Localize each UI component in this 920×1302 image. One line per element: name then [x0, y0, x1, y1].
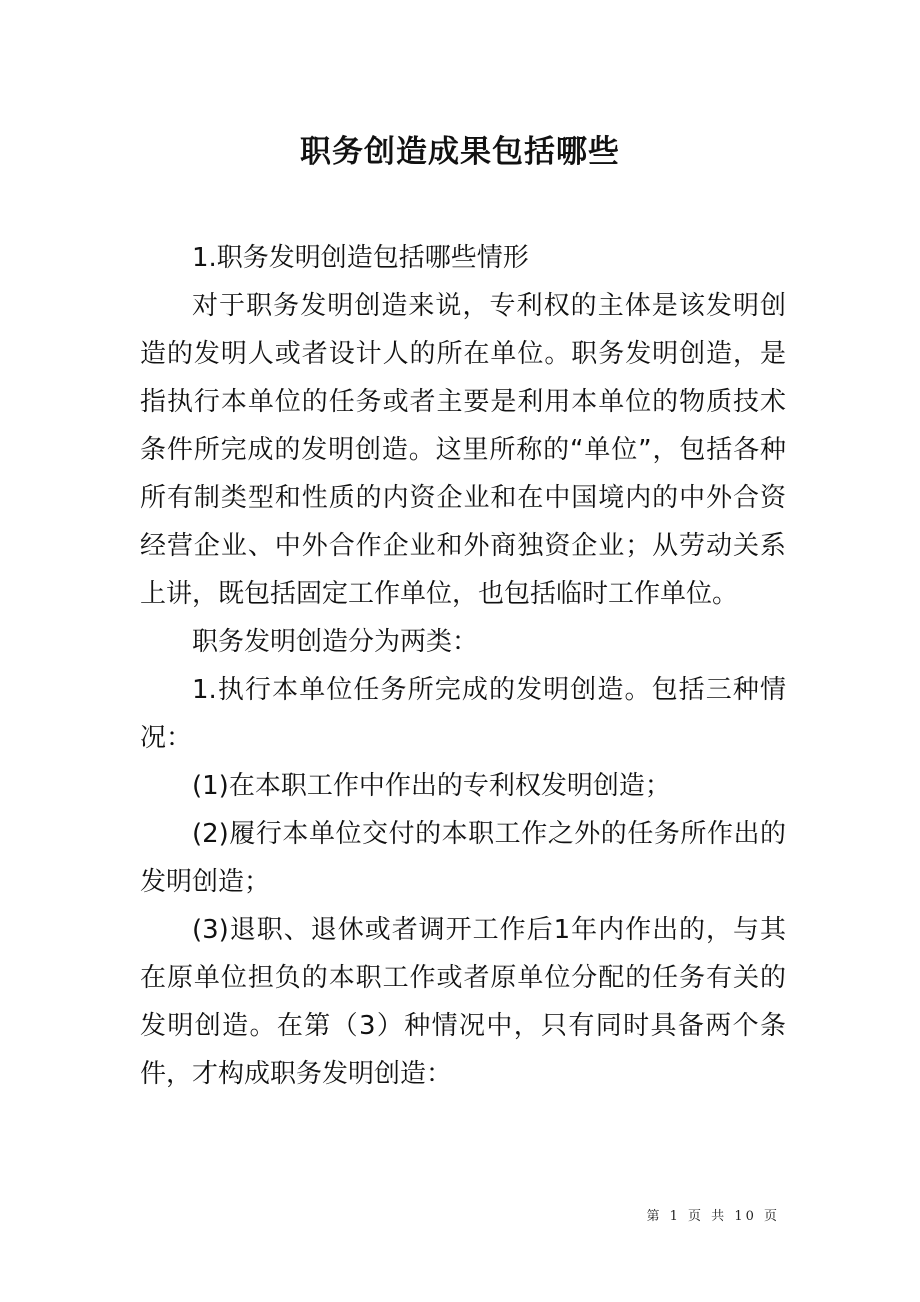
- paragraph-case-2: (2)履行本单位交付的本职工作之外的任务所作出的发明创造；: [140, 819, 786, 897]
- document-title: 职务创造成果包括哪些: [300, 134, 620, 170]
- paragraph-definition: 对于职务发明创造来说，专利权的主体是该发明创造的发明人或者设计人的所在单位。职务发明创造，是指执行本单位的任务或者主要是利用本单位的物质技术条件所完成的发明创造。这里所称的“单位”，包括各种所有制类型和性质的内资企业和在中国境内的中外合资经营企业、中外合作企业和外商独资企业；从劳动关系上讲，既包括固定工作单位，也包括临时工作单位。: [140, 291, 786, 609]
- paragraph-case-1: (1)在本职工作中作出的专利权发明创造；: [192, 771, 671, 801]
- paragraph-heading: 1.职务发明创造包括哪些情形: [192, 243, 529, 273]
- document-body: [140, 234, 786, 1098]
- page-number-footer: 第 1 页 共 10 页: [646, 1209, 780, 1224]
- paragraph-case-3: (3)退职、退休或者调开工作后1年内作出的，与其在原单位担负的本职工作或者原单位分配的任务有关的发明创造。在第（3）种情况中，只有同时具备两个条件，才构成职务发明创造：: [140, 915, 786, 1089]
- paragraph-category-one: 1.执行本单位任务所完成的发明创造。包括三种情况：: [140, 675, 786, 753]
- paragraph-categories: 职务发明创造分为两类：: [192, 627, 479, 657]
